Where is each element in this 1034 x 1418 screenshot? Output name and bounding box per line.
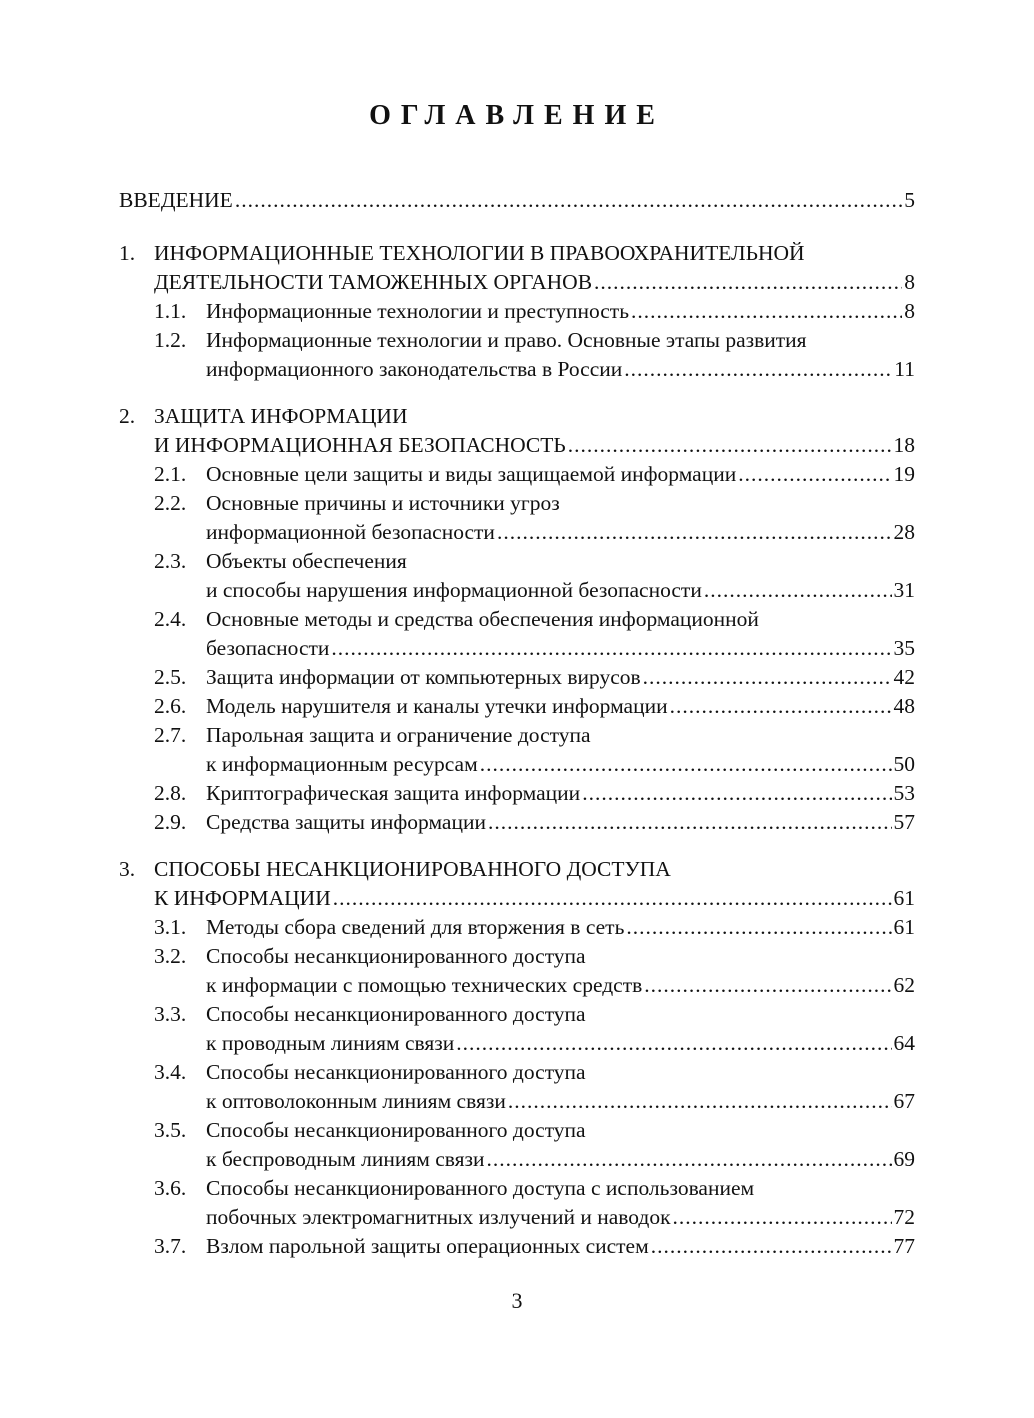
toc-entry-body (206, 808, 915, 837)
toc-page-number: 53 (893, 781, 915, 805)
dot-leader (738, 460, 891, 489)
toc-chapter-1[interactable] (119, 239, 915, 297)
toc-page-number: 8 (904, 270, 915, 294)
section-number: 2.4. (154, 607, 187, 631)
section-number: 2.1. (154, 462, 187, 486)
section-number: 2.6. (154, 694, 187, 718)
toc-page-number: 31 (893, 578, 915, 602)
toc-line (206, 971, 915, 1000)
page-number-footer: 3 (511, 1288, 523, 1313)
dot-leader (643, 663, 892, 692)
toc-line (154, 268, 915, 297)
dot-leader (644, 971, 891, 1000)
section-number: 3.7. (154, 1234, 187, 1258)
page-title: ОГЛАВЛЕНИЕ (369, 100, 665, 131)
toc-page-number: 18 (893, 433, 915, 457)
dot-leader (480, 750, 892, 779)
toc-line (206, 1203, 915, 1232)
toc-entry-title-line2: к информации с помощью технических средств (206, 973, 643, 997)
toc-line (119, 186, 915, 215)
toc-entry-body (206, 1000, 915, 1058)
toc-entry-title-line2: и способы нарушения информационной безопасности (206, 578, 702, 602)
toc-entry-body (206, 913, 915, 942)
toc-section-3-7[interactable] (154, 1232, 915, 1261)
dot-leader (568, 431, 892, 460)
toc-entry-body (206, 460, 915, 489)
toc-entry-body (206, 1058, 915, 1116)
toc-entry-body (154, 855, 915, 913)
toc-entry-title-line1: Способы несанкционированного доступа с использованием (206, 1176, 755, 1200)
toc-chapter-2[interactable] (119, 402, 915, 460)
dot-leader (488, 808, 892, 837)
toc-entry-title-line2: к проводным линиям связи (206, 1031, 455, 1055)
toc-line (206, 1087, 915, 1116)
toc-page-number: 5 (904, 188, 915, 212)
section-number: 3.2. (154, 944, 187, 968)
section-number: 2.5. (154, 665, 187, 689)
section-number: 2.3. (154, 549, 187, 573)
dot-leader (704, 576, 892, 605)
toc-section-1-1[interactable] (154, 297, 915, 326)
toc-entry-body (206, 692, 915, 721)
toc-entry-body (206, 489, 915, 547)
toc-section-2-8[interactable] (154, 779, 915, 808)
toc-entry-title: Методы сбора сведений для вторжения в сеть (206, 915, 625, 939)
toc-line (206, 576, 915, 605)
dot-leader (456, 1029, 891, 1058)
section-number: 3.5. (154, 1118, 187, 1142)
dot-leader (631, 297, 902, 326)
toc-section-3-5[interactable] (154, 1116, 915, 1174)
toc-page-number: 77 (893, 1234, 915, 1258)
toc-section-1-2[interactable] (154, 326, 915, 384)
toc-entry-title-line2: ДЕЯТЕЛЬНОСТИ ТАМОЖЕННЫХ ОРГАНОВ (154, 270, 593, 294)
toc-entry-body (206, 297, 915, 326)
chapter-number: 1. (119, 241, 136, 265)
toc-entry-title-line2: к информационным ресурсам (206, 752, 478, 776)
toc-entry-title: Средства защиты информации (206, 810, 486, 834)
toc-entry-body (206, 942, 915, 1000)
section-number: 3.4. (154, 1060, 187, 1084)
toc-section-2-9[interactable] (154, 808, 915, 837)
toc-page-number: 28 (893, 520, 915, 544)
dot-leader (235, 186, 902, 215)
toc-line (206, 518, 915, 547)
toc-entry-body (206, 1174, 915, 1232)
toc-entry-body (119, 186, 915, 215)
toc-section-2-1[interactable] (154, 460, 915, 489)
toc-page-number: 50 (893, 752, 915, 776)
toc-section-3-3[interactable] (154, 1000, 915, 1058)
toc-line (154, 431, 915, 460)
toc-page-number: 35 (893, 636, 915, 660)
toc-entry-title-line1: Основные методы и средства обеспечения информационной (206, 607, 759, 631)
toc-line (206, 297, 915, 326)
toc-page-number: 69 (893, 1147, 915, 1171)
toc-page-number: 61 (893, 886, 915, 910)
toc-line (206, 750, 915, 779)
toc-entry-body (206, 779, 915, 808)
toc-section-2-4[interactable] (154, 605, 915, 663)
toc-entry-title: Основные цели защиты и виды защищаемой информации (206, 462, 737, 486)
toc-entry-title-line2: к беспроводным линиям связи (206, 1147, 485, 1171)
toc-line (206, 779, 915, 808)
toc-entry-body (206, 721, 915, 779)
dot-leader (333, 884, 892, 913)
toc-page-number: 57 (893, 810, 915, 834)
dot-leader (582, 779, 891, 808)
dot-leader (673, 1203, 892, 1232)
toc-page-number: 62 (893, 973, 915, 997)
toc-entry-title: ВВЕДЕНИЕ (119, 188, 233, 212)
toc-line (206, 355, 915, 384)
toc-page-number: 8 (904, 299, 915, 323)
dot-leader (508, 1087, 892, 1116)
dot-leader (497, 518, 892, 547)
toc-entry-title-line1: Парольная защита и ограничение доступа (206, 723, 591, 747)
toc-entry-title: Защита информации от компьютерных вирусов (206, 665, 641, 689)
section-number: 1.1. (154, 299, 187, 323)
toc-entry-body (206, 605, 915, 663)
toc-entry-body (206, 1232, 915, 1261)
chapter-number: 2. (119, 404, 136, 428)
dot-leader (331, 634, 891, 663)
toc-entry-title-line2: к оптоволоконным линиям связи (206, 1089, 506, 1113)
toc-entry-title-line1: Основные причины и источники угроз (206, 491, 560, 515)
toc-line (206, 663, 915, 692)
toc-section-2-2[interactable] (154, 489, 915, 547)
dot-leader (624, 355, 892, 384)
spacer (119, 837, 915, 855)
toc-page-number: 67 (893, 1089, 915, 1113)
section-number: 3.1. (154, 915, 187, 939)
toc-line (206, 1145, 915, 1174)
toc-entry-body (206, 326, 915, 384)
toc-entry-intro[interactable] (119, 186, 915, 215)
toc-page-number: 11 (894, 357, 915, 381)
toc-entry-body (206, 1116, 915, 1174)
toc-entry-title-line1: СПОСОБЫ НЕСАНКЦИОНИРОВАННОГО ДОСТУПА (154, 857, 671, 881)
toc-section-2-5[interactable] (154, 663, 915, 692)
toc-line (154, 884, 915, 913)
toc-entry-body (154, 402, 915, 460)
toc-entry-title-line2: И ИНФОРМАЦИОННАЯ БЕЗОПАСНОСТЬ (154, 433, 566, 457)
toc-section-2-7[interactable] (154, 721, 915, 779)
dot-leader (594, 268, 902, 297)
toc-section-2-3[interactable] (154, 547, 915, 605)
toc-page-number: 19 (893, 462, 915, 486)
toc-line (206, 634, 915, 663)
dot-leader (487, 1145, 892, 1174)
toc-entry-title: Модель нарушителя и каналы утечки информации (206, 694, 668, 718)
toc-entry-title: Информационные технологии и преступность (206, 299, 629, 323)
toc-page-number: 61 (893, 915, 915, 939)
section-number: 3.6. (154, 1176, 187, 1200)
toc-entry-title: Взлом парольной защиты операционных систем (206, 1234, 649, 1258)
section-number: 2.7. (154, 723, 187, 747)
toc-entry-title-line1: Способы несанкционированного доступа (206, 944, 586, 968)
section-number: 2.2. (154, 491, 187, 515)
toc-page-number: 72 (893, 1205, 915, 1229)
toc-entry-title-line2: К ИНФОРМАЦИИ (154, 886, 331, 910)
toc-entry-title-line1: Способы несанкционированного доступа (206, 1118, 586, 1142)
toc-entry-title-line1: Способы несанкционированного доступа (206, 1060, 586, 1084)
chapter-number: 3. (119, 857, 136, 881)
toc-page-number: 64 (893, 1031, 915, 1055)
section-number: 2.8. (154, 781, 187, 805)
toc-entry-title-line1: Объекты обеспечения (206, 549, 407, 573)
toc-section-3-2[interactable] (154, 942, 915, 1000)
toc-entry-title-line2: информационной безопасности (206, 520, 495, 544)
toc-entry-title-line1: Информационные технологии и право. Основные этапы развития (206, 328, 807, 352)
toc-entry-title-line2: информационного законодательства в России (206, 357, 623, 381)
toc-entry-title-line2: безопасности (206, 636, 330, 660)
dot-leader (670, 692, 892, 721)
spacer (119, 384, 915, 402)
toc-line (206, 460, 915, 489)
dot-leader (651, 1232, 892, 1261)
toc-entry-title: Криптографическая защита информации (206, 781, 581, 805)
toc-section-3-6[interactable] (154, 1174, 915, 1232)
toc-line (206, 1029, 915, 1058)
toc-section-3-4[interactable] (154, 1058, 915, 1116)
section-number: 1.2. (154, 328, 187, 352)
toc-section-3-1[interactable] (154, 913, 915, 942)
toc-entry-title-line1: ЗАЩИТА ИНФОРМАЦИИ (154, 404, 408, 428)
toc-entry-body (206, 547, 915, 605)
toc-page-number: 42 (893, 665, 915, 689)
toc-entry-body (206, 663, 915, 692)
toc-entry-title-line2: побочных электромагнитных излучений и наводок (206, 1205, 671, 1229)
dot-leader (626, 913, 891, 942)
table-of-contents (119, 186, 915, 1261)
section-number: 2.9. (154, 810, 187, 834)
section-number: 3.3. (154, 1002, 187, 1026)
toc-entry-title-line1: ИНФОРМАЦИОННЫЕ ТЕХНОЛОГИИ В ПРАВООХРАНИТЕЛЬНОЙ (154, 241, 805, 265)
toc-page-number: 48 (893, 694, 915, 718)
toc-entry-body (154, 239, 915, 297)
toc-entry-title-line1: Способы несанкционированного доступа (206, 1002, 586, 1026)
toc-chapter-3[interactable] (119, 855, 915, 913)
toc-line (206, 913, 915, 942)
toc-line (206, 692, 915, 721)
toc-line (206, 808, 915, 837)
toc-section-2-6[interactable] (154, 692, 915, 721)
spacer (119, 215, 915, 239)
toc-line (206, 1232, 915, 1261)
